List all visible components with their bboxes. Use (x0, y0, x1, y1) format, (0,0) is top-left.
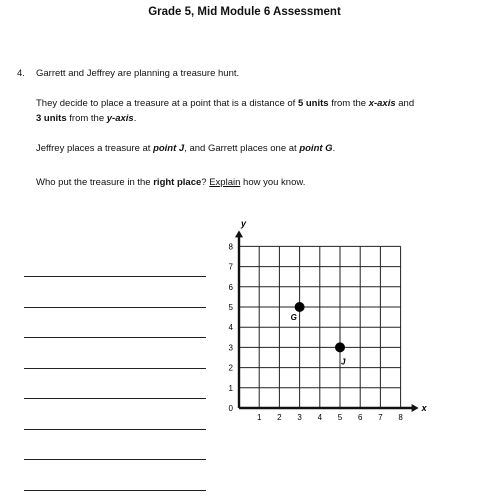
question-paragraph-points: Jeffrey places a treasure at point J, and Garrett places one at point G. (36, 143, 336, 154)
answer-line[interactable] (24, 429, 206, 430)
question-number: 4. (17, 68, 25, 79)
answer-line[interactable] (24, 398, 206, 399)
point-label-j: J (341, 357, 346, 367)
x-tick-label: 4 (317, 413, 323, 422)
answer-line[interactable] (24, 459, 206, 460)
y-tick-label: 4 (228, 323, 233, 333)
y-tick-label: 2 (228, 363, 233, 373)
x-tick-label: 2 (277, 413, 282, 422)
question-intro: Garrett and Jeffrey are planning a treasure hunt. (36, 68, 240, 79)
x-tick-label: 7 (378, 413, 383, 422)
answer-line[interactable] (24, 276, 206, 277)
y-tick-label: 3 (228, 343, 233, 353)
y-tick-label: 8 (228, 242, 233, 252)
x-tick-label: 1 (256, 413, 262, 422)
x-tick-label: 3 (297, 413, 302, 422)
x-tick-label: 6 (357, 413, 363, 422)
x-tick-label: 8 (398, 413, 403, 422)
answer-line[interactable] (24, 368, 206, 369)
y-tick-label: 1 (228, 383, 233, 393)
answer-line[interactable] (24, 307, 206, 308)
y-axis-label: y (241, 218, 247, 229)
question-paragraph-distance: They decide to place a treasure at a point that is a distance of 5 units from the x-axis and 3 units from the y-axis. (36, 98, 415, 124)
question-prompt: Who put the treasure in the right place? Explain how you know. (36, 177, 306, 188)
point-label-g: G (290, 313, 297, 322)
x-tick-label: 5 (337, 413, 343, 422)
point-j (335, 342, 345, 352)
answer-line[interactable] (24, 490, 206, 491)
point-g (295, 302, 305, 312)
y-tick-label: 7 (228, 262, 233, 272)
answer-line[interactable] (24, 337, 206, 338)
x-axis-arrow-icon (412, 404, 419, 412)
x-axis-label: x (421, 403, 427, 413)
y-tick-label: 0 (228, 404, 233, 413)
y-tick-label: 6 (228, 282, 233, 292)
y-tick-label: 5 (228, 303, 233, 312)
page-header: Grade 5, Mid Module 6 Assessment (148, 6, 341, 18)
y-axis-arrow-icon (235, 230, 243, 237)
coordinate-grid (222, 218, 432, 436)
